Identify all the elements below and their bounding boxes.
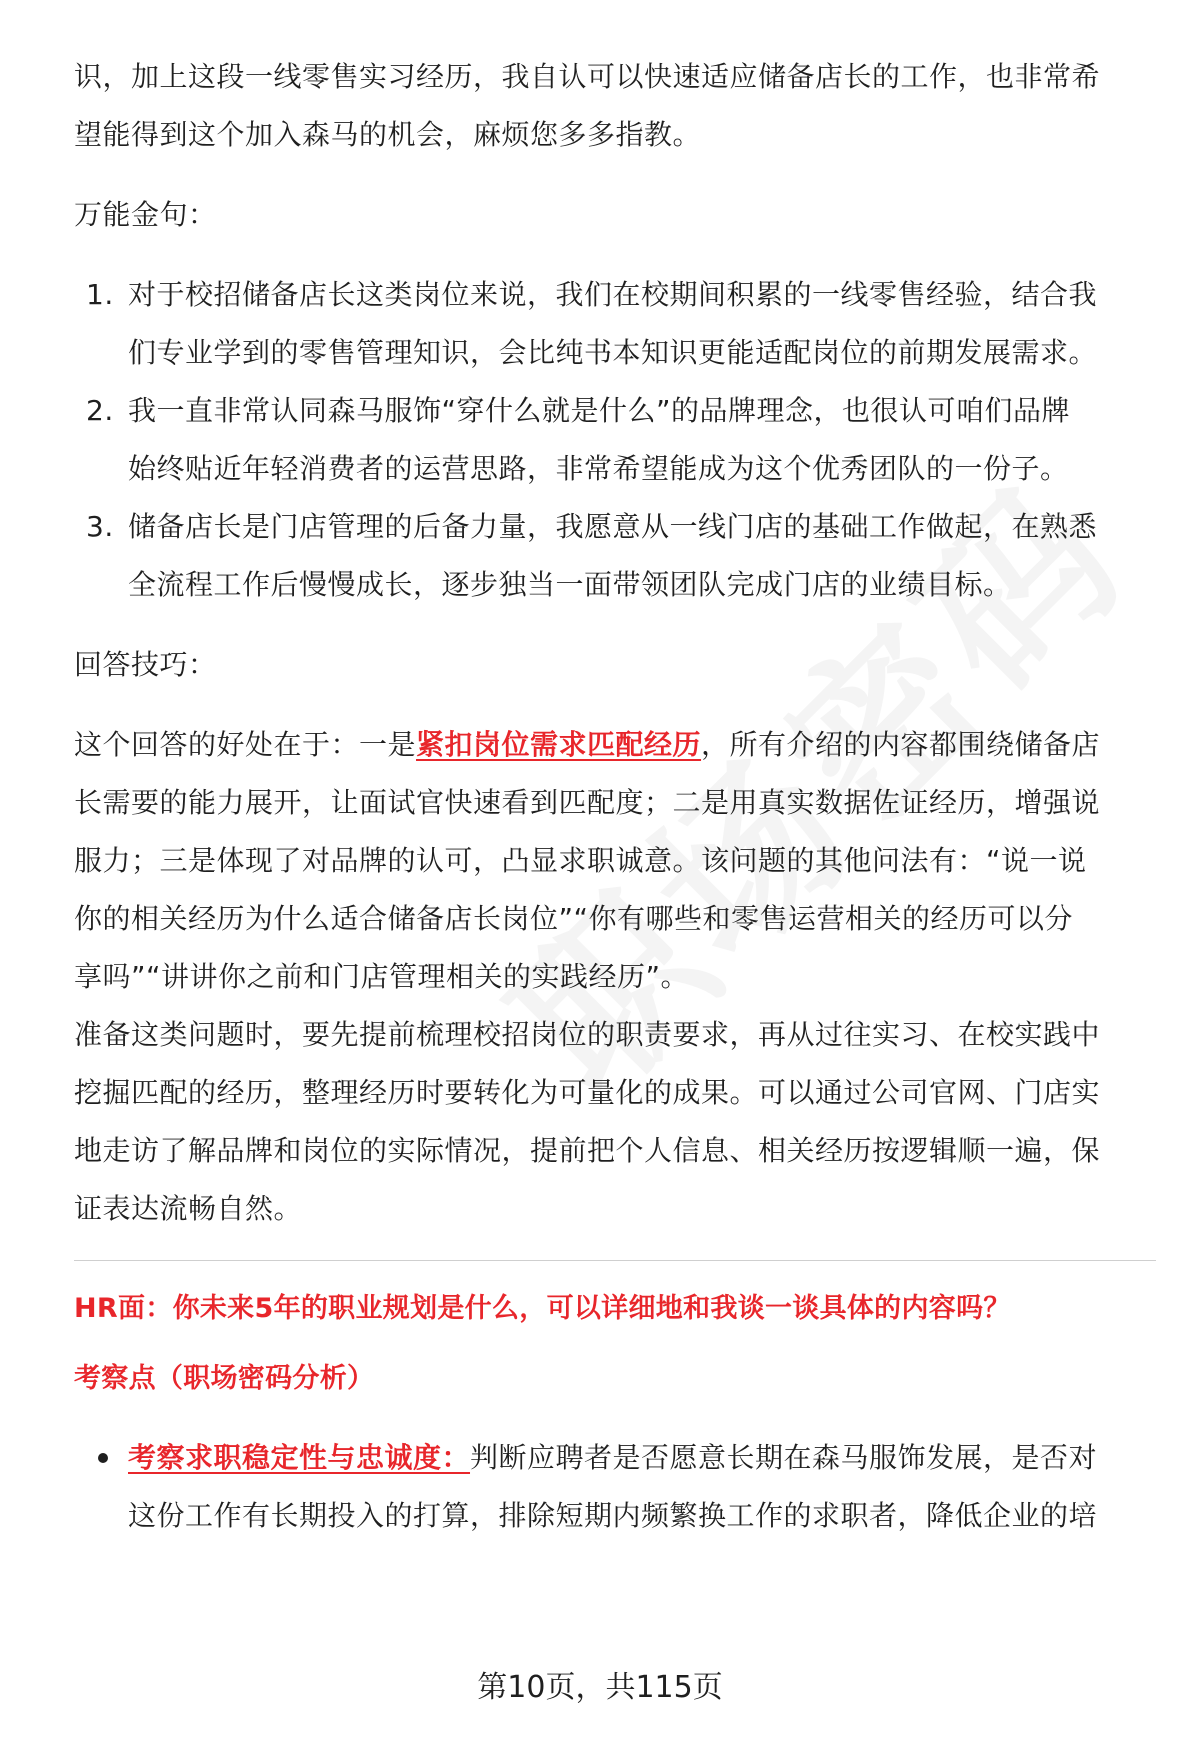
- list-number: 1.: [86, 278, 114, 311]
- list-item: [74, 498, 1144, 614]
- tips-line: 挖掘匹配的经历，整理经历时要转化为可量化的成果。可以通过公司官网、门店实: [74, 1076, 1101, 1109]
- intro-paragraph: [74, 48, 1144, 164]
- list-item-line: 们专业学到的零售管理知识，会比纯书本知识更能适配岗位的前期发展需求。: [128, 336, 1098, 369]
- bullet-rest: 判断应聘者是否愿意长期在森马服饰发展，是否对: [470, 1441, 1098, 1474]
- list-item-line: 储备店长是门店管理的后备力量，我愿意从一线门店的基础工作做起，在熟悉: [128, 510, 1098, 543]
- golden-heading: 万能金句：: [74, 198, 217, 231]
- golden-list: [74, 266, 1144, 614]
- tips-line: [74, 716, 1144, 774]
- tips-paragraph-2: [74, 1006, 1144, 1238]
- page-footer: 第10页，共115页: [477, 1670, 723, 1705]
- tips-lead: 这个回答的好处在于：一是: [74, 728, 417, 761]
- list-number: 3.: [86, 510, 114, 543]
- document-page: [74, 48, 1144, 1545]
- tips-heading: 回答技巧：: [74, 648, 217, 681]
- list-item: [74, 266, 1144, 382]
- list-item-line: 始终贴近年轻消费者的运营思路，非常希望能成为这个优秀团队的一份子。: [128, 452, 1069, 485]
- list-item: [74, 1429, 1144, 1545]
- intro-line: 识，加上这段一线零售实习经历，我自认可以快速适应储备店长的工作，也非常希: [74, 60, 1101, 93]
- tips-rest: ，所有介绍的内容都围绕储备店: [701, 728, 1101, 761]
- tips-line: 证表达流畅自然。: [74, 1192, 303, 1225]
- tips-paragraph-1: [74, 716, 1144, 1006]
- list-item: [74, 382, 1144, 498]
- assessment-heading: 考察点（职场密码分析）: [74, 1363, 375, 1394]
- highlight-text: 考察求职稳定性与忠诚度：: [128, 1441, 471, 1474]
- hr-question: HR面：你未来5年的职业规划是什么，可以详细地和我谈一谈具体的内容吗？: [74, 1293, 1011, 1324]
- tips-line: 享吗”“讲讲你之前和门店管理相关的实践经历”。: [74, 960, 690, 993]
- intro-line: 望能得到这个加入森马的机会，麻烦您多多指教。: [74, 118, 702, 151]
- tips-line: 你的相关经历为什么适合储备店长岗位”“你有哪些和零售运营相关的经历可以分: [74, 902, 1074, 935]
- list-item-line: [128, 1429, 1144, 1487]
- section-divider: [74, 1260, 1156, 1261]
- tips-line: 地走访了解品牌和岗位的实际情况，提前把个人信息、相关经历按逻辑顺一遍，保: [74, 1134, 1101, 1167]
- bullet-dot-icon: [98, 1453, 108, 1463]
- list-item-line: 我一直非常认同森马服饰“穿什么就是什么”的品牌理念，也很认可咱们品牌: [128, 394, 1071, 427]
- list-item-line: 这份工作有长期投入的打算，排除短期内频繁换工作的求职者，降低企业的培: [128, 1499, 1098, 1532]
- tips-line: 准备这类问题时，要先提前梳理校招岗位的职责要求，再从过往实习、在校实践中: [74, 1018, 1101, 1051]
- assessment-list: [74, 1429, 1144, 1545]
- list-item-line: 对于校招储备店长这类岗位来说，我们在校期间积累的一线零售经验，结合我: [128, 278, 1098, 311]
- tips-line: 服力；三是体现了对品牌的认可，凸显求职诚意。该问题的其他问法有：“说一说: [74, 844, 1087, 877]
- highlight-text: 紧扣岗位需求匹配经历: [416, 728, 702, 761]
- list-item-line: 全流程工作后慢慢成长，逐步独当一面带领团队完成门店的业绩目标。: [128, 568, 1012, 601]
- tips-line: 长需要的能力展开，让面试官快速看到匹配度；二是用真实数据佐证经历，增强说: [74, 786, 1101, 819]
- list-number: 2.: [86, 394, 114, 427]
